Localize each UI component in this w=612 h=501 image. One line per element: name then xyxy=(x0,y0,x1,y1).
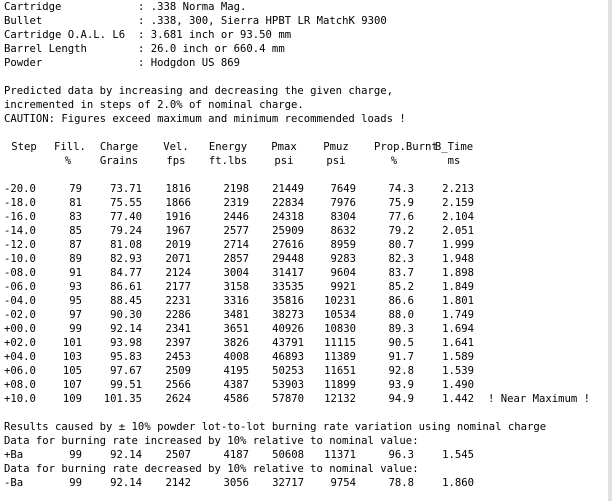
cell-energy: 2857 xyxy=(223,253,249,265)
cell-pmuz: 11389 xyxy=(324,351,356,363)
cell-step: -20.0 xyxy=(4,183,36,195)
cell-energy: 3826 xyxy=(223,337,249,349)
cell-fill: 81 xyxy=(69,197,82,209)
cell-energy: 4195 xyxy=(223,365,249,377)
cell-pmax: 50253 xyxy=(272,365,304,377)
cell-prop-burnt: 80.7 xyxy=(388,239,414,251)
cell-fill: 79 xyxy=(69,183,82,195)
cell-energy: ft.lbs xyxy=(208,155,248,167)
info-value: : .338 Norma Mag. xyxy=(138,1,247,13)
cell-b-time: 1.849 xyxy=(442,281,474,293)
cell-step: +10.0 xyxy=(4,393,36,405)
cell-fill: 103 xyxy=(62,351,82,363)
cell-step: -16.0 xyxy=(4,211,36,223)
cell-b-time: 1.948 xyxy=(442,253,474,265)
cell-step: -04.0 xyxy=(4,295,36,307)
cell-pmuz: 8304 xyxy=(330,211,356,223)
cell-fill: 99 xyxy=(69,477,82,489)
info-cartridge xyxy=(4,0,247,14)
cell-b-time: 2.213 xyxy=(442,183,474,195)
cell-b-time: 1.860 xyxy=(442,477,474,489)
cell-pmuz: 10830 xyxy=(324,323,356,335)
cell-prop-burnt: 78.8 xyxy=(388,477,414,489)
cell-b-time: 1.589 xyxy=(442,351,474,363)
cell-charge: 81.08 xyxy=(110,239,142,251)
cell-b-time: 1.545 xyxy=(442,449,474,461)
cell-energy: 4187 xyxy=(223,449,249,461)
cell-fill: 99 xyxy=(69,323,82,335)
cell-energy: 3158 xyxy=(223,281,249,293)
cell-energy: 2198 xyxy=(223,183,249,195)
info-barrel xyxy=(4,42,285,56)
cell-charge: 97.67 xyxy=(110,365,142,377)
cell-vel: 1866 xyxy=(165,197,191,209)
cell-fill: 89 xyxy=(69,253,82,265)
cell-pmuz: 8959 xyxy=(330,239,356,251)
cell-vel: 2397 xyxy=(165,337,191,349)
cell-charge: 84.77 xyxy=(110,267,142,279)
cell-pmuz: 9604 xyxy=(330,267,356,279)
cell-pmuz: 11899 xyxy=(324,379,356,391)
cell-prop-burnt: 89.3 xyxy=(388,323,414,335)
cell-vel: Vel. xyxy=(163,141,189,153)
cell-charge: 95.83 xyxy=(110,351,142,363)
cell-energy: 2714 xyxy=(223,239,249,251)
cell-charge: 99.51 xyxy=(110,379,142,391)
cell-b-time: 2.104 xyxy=(442,211,474,223)
cell-pmax: 31417 xyxy=(272,267,304,279)
cell-charge: 73.71 xyxy=(110,183,142,195)
cell-vel: 2507 xyxy=(165,449,191,461)
cell-pmuz: psi xyxy=(326,155,346,167)
cell-prop-burnt: 74.3 xyxy=(388,183,414,195)
variation-increased-label: Data for burning rate increased by 10% relative to nominal value: xyxy=(4,435,419,447)
cell-b-time: 1.490 xyxy=(442,379,474,391)
cell-step: -10.0 xyxy=(4,253,36,265)
cell-pmax: psi xyxy=(274,155,294,167)
cell-prop-burnt: 77.6 xyxy=(388,211,414,223)
cell-pmuz: 9754 xyxy=(330,477,356,489)
cell-energy: 2577 xyxy=(223,225,249,237)
cell-pmuz: 9921 xyxy=(330,281,356,293)
cell-pmax: 25909 xyxy=(272,225,304,237)
cell-vel: 2566 xyxy=(165,379,191,391)
cell-b-time: 1.999 xyxy=(442,239,474,251)
cell-prop-burnt: 92.8 xyxy=(388,365,414,377)
cell-b-time: 1.694 xyxy=(442,323,474,335)
note-caution: CAUTION: Figures exceed maximum and minimum recommended loads ! xyxy=(4,113,406,125)
info-oal xyxy=(4,28,292,42)
cell-energy: Energy xyxy=(208,141,248,153)
cell-charge: 92.14 xyxy=(110,323,142,335)
cell-pmuz: 12132 xyxy=(324,393,356,405)
info-value: : 26.0 inch or 660.4 mm xyxy=(138,43,285,55)
cell-step: -06.0 xyxy=(4,281,36,293)
cell-step: -Ba xyxy=(4,477,24,489)
cell-vel: 1816 xyxy=(165,183,191,195)
cell-prop-burnt: 85.2 xyxy=(388,281,414,293)
cell-fill: 109 xyxy=(62,393,82,405)
cell-b-time: 1.898 xyxy=(442,267,474,279)
cell-fill: 91 xyxy=(69,267,82,279)
cell-step: +Ba xyxy=(4,449,24,461)
cell-fill: 93 xyxy=(69,281,82,293)
cell-pmuz: 10534 xyxy=(324,309,356,321)
cell-fill: 85 xyxy=(69,225,82,237)
cell-fill: 87 xyxy=(69,239,82,251)
cell-pmax: 22834 xyxy=(272,197,304,209)
cell-prop-burnt: 94.9 xyxy=(388,393,414,405)
cell-b-time: ms xyxy=(447,155,461,167)
cell-pmuz: 9283 xyxy=(330,253,356,265)
cell-charge: 90.30 xyxy=(110,309,142,321)
info-key: Powder xyxy=(4,57,43,69)
note-increment: incremented in steps of 2.0% of nominal charge. xyxy=(4,99,304,111)
cell-vel: 2071 xyxy=(165,253,191,265)
info-value: : .338, 300, Sierra HPBT LR MatchK 9300 xyxy=(138,15,387,27)
cell-vel: 2624 xyxy=(165,393,191,405)
cell-pmuz: 11371 xyxy=(324,449,356,461)
cell-pmuz: 8632 xyxy=(330,225,356,237)
cell-energy: 4586 xyxy=(223,393,249,405)
cell-fill: 107 xyxy=(62,379,82,391)
scrollbar[interactable] xyxy=(608,0,612,501)
cell-pmax: 53903 xyxy=(272,379,304,391)
cell-b-time: 1.641 xyxy=(442,337,474,349)
cell-pmuz: 7976 xyxy=(330,197,356,209)
cell-energy: 3316 xyxy=(223,295,249,307)
cell-vel: fps xyxy=(166,155,186,167)
cell-b-time: B_Time xyxy=(434,141,474,153)
cell-step: -12.0 xyxy=(4,239,36,251)
cell-vel: 2286 xyxy=(165,309,191,321)
cell-pmax: 46893 xyxy=(272,351,304,363)
cell-step: +06.0 xyxy=(4,365,36,377)
info-key: Cartridge O.A.L. L6 xyxy=(4,29,126,41)
cell-b-time: 1.442 xyxy=(442,393,474,405)
info-bullet xyxy=(4,14,387,28)
cell-pmuz: Pmuz xyxy=(323,141,349,153)
cell-vel: 2453 xyxy=(165,351,191,363)
info-key: Barrel Length xyxy=(4,43,87,55)
cell-pmax: 50608 xyxy=(272,449,304,461)
cell-pmuz: 11651 xyxy=(324,365,356,377)
info-powder xyxy=(4,56,241,70)
cell-pmuz: 10231 xyxy=(324,295,356,307)
cell-energy: 4387 xyxy=(223,379,249,391)
cell-pmax: 24318 xyxy=(272,211,304,223)
cell-step: -02.0 xyxy=(4,309,36,321)
cell-fill: 97 xyxy=(69,309,82,321)
cell-pmax: 40926 xyxy=(272,323,304,335)
cell-fill: 105 xyxy=(62,365,82,377)
cell-prop-burnt: 79.2 xyxy=(388,225,414,237)
cell-step: +04.0 xyxy=(4,351,36,363)
cell-fill: Fill. xyxy=(54,141,86,153)
cell-prop-burnt: % xyxy=(390,155,398,167)
cell-fill: 99 xyxy=(69,449,82,461)
cell-prop-burnt: 82.3 xyxy=(388,253,414,265)
cell-charge: 75.55 xyxy=(110,197,142,209)
cell-charge: 82.93 xyxy=(110,253,142,265)
cell-step: -14.0 xyxy=(4,225,36,237)
cell-pmax: 43791 xyxy=(272,337,304,349)
cell-energy: 3004 xyxy=(223,267,249,279)
cell-prop-burnt: 93.9 xyxy=(388,379,414,391)
cell-step: +08.0 xyxy=(4,379,36,391)
cell-pmax: Pmax xyxy=(271,141,297,153)
cell-charge: Charge xyxy=(99,141,139,153)
cell-prop-burnt: 88.0 xyxy=(388,309,414,321)
cell-vel: 2019 xyxy=(165,239,191,251)
cell-b-time: 1.539 xyxy=(442,365,474,377)
cell-energy: 4008 xyxy=(223,351,249,363)
cell-prop-burnt: Prop.Burnt xyxy=(374,141,438,153)
cell-pmax: 27616 xyxy=(272,239,304,251)
cell-pmax: 38273 xyxy=(272,309,304,321)
cell-prop-burnt: 86.6 xyxy=(388,295,414,307)
cell-energy: 3481 xyxy=(223,309,249,321)
cell-prop-burnt: 83.7 xyxy=(388,267,414,279)
cell-step: +02.0 xyxy=(4,337,36,349)
cell-vel: 2509 xyxy=(165,365,191,377)
info-value: : 3.681 inch or 93.50 mm xyxy=(138,29,292,41)
info-value: : Hodgdon US 869 xyxy=(138,57,241,69)
cell-energy: 3651 xyxy=(223,323,249,335)
cell-charge: 79.24 xyxy=(110,225,142,237)
cell-pmax: 35816 xyxy=(272,295,304,307)
cell-b-time: 2.051 xyxy=(442,225,474,237)
cell-charge: 92.14 xyxy=(110,477,142,489)
cell-energy: 2319 xyxy=(223,197,249,209)
cell-b-time: 1.749 xyxy=(442,309,474,321)
variation-summary: Results caused by ± 10% powder lot-to-lot burning rate variation using nominal charge xyxy=(4,421,547,433)
cell-energy: 3056 xyxy=(223,477,249,489)
cell-b-time: 1.801 xyxy=(442,295,474,307)
cell-charge: 93.98 xyxy=(110,337,142,349)
cell-b-time: 2.159 xyxy=(442,197,474,209)
cell-prop-burnt: 90.5 xyxy=(388,337,414,349)
cell-fill: 83 xyxy=(69,211,82,223)
cell-vel: 1916 xyxy=(165,211,191,223)
cell-charge: 86.61 xyxy=(110,281,142,293)
info-key: Bullet xyxy=(4,15,43,27)
cell-step: +00.0 xyxy=(4,323,36,335)
cell-vel: 2341 xyxy=(165,323,191,335)
cell-remark: ! Near Maximum ! xyxy=(488,393,591,405)
cell-prop-burnt: 75.9 xyxy=(388,197,414,209)
cell-pmuz: 7649 xyxy=(330,183,356,195)
cell-pmax: 32717 xyxy=(272,477,304,489)
cell-vel: 2231 xyxy=(165,295,191,307)
variation-decreased-label: Data for burning rate decreased by 10% relative to nominal value: xyxy=(4,463,419,475)
cell-energy: 2446 xyxy=(223,211,249,223)
info-key: Cartridge xyxy=(4,1,62,13)
cell-charge: 88.45 xyxy=(110,295,142,307)
cell-step: -18.0 xyxy=(4,197,36,209)
cell-vel: 2124 xyxy=(165,267,191,279)
cell-prop-burnt: 91.7 xyxy=(388,351,414,363)
cell-fill: 95 xyxy=(69,295,82,307)
cell-step: -08.0 xyxy=(4,267,36,279)
cell-pmax: 57870 xyxy=(272,393,304,405)
cell-vel: 2177 xyxy=(165,281,191,293)
cell-pmax: 21449 xyxy=(272,183,304,195)
cell-prop-burnt: 96.3 xyxy=(388,449,414,461)
cell-step: Step xyxy=(11,141,37,153)
cell-charge: 92.14 xyxy=(110,449,142,461)
cell-charge: 77.40 xyxy=(110,211,142,223)
cell-charge: 101.35 xyxy=(103,393,142,405)
cell-pmuz: 11115 xyxy=(324,337,356,349)
note-predicted: Predicted data by increasing and decreasing the given charge, xyxy=(4,85,394,97)
cell-fill: % xyxy=(64,155,72,167)
cell-charge: Grains xyxy=(99,155,139,167)
cell-vel: 1967 xyxy=(165,225,191,237)
cell-pmax: 33535 xyxy=(272,281,304,293)
cell-vel: 2142 xyxy=(165,477,191,489)
cell-pmax: 29448 xyxy=(272,253,304,265)
cell-fill: 101 xyxy=(62,337,82,349)
